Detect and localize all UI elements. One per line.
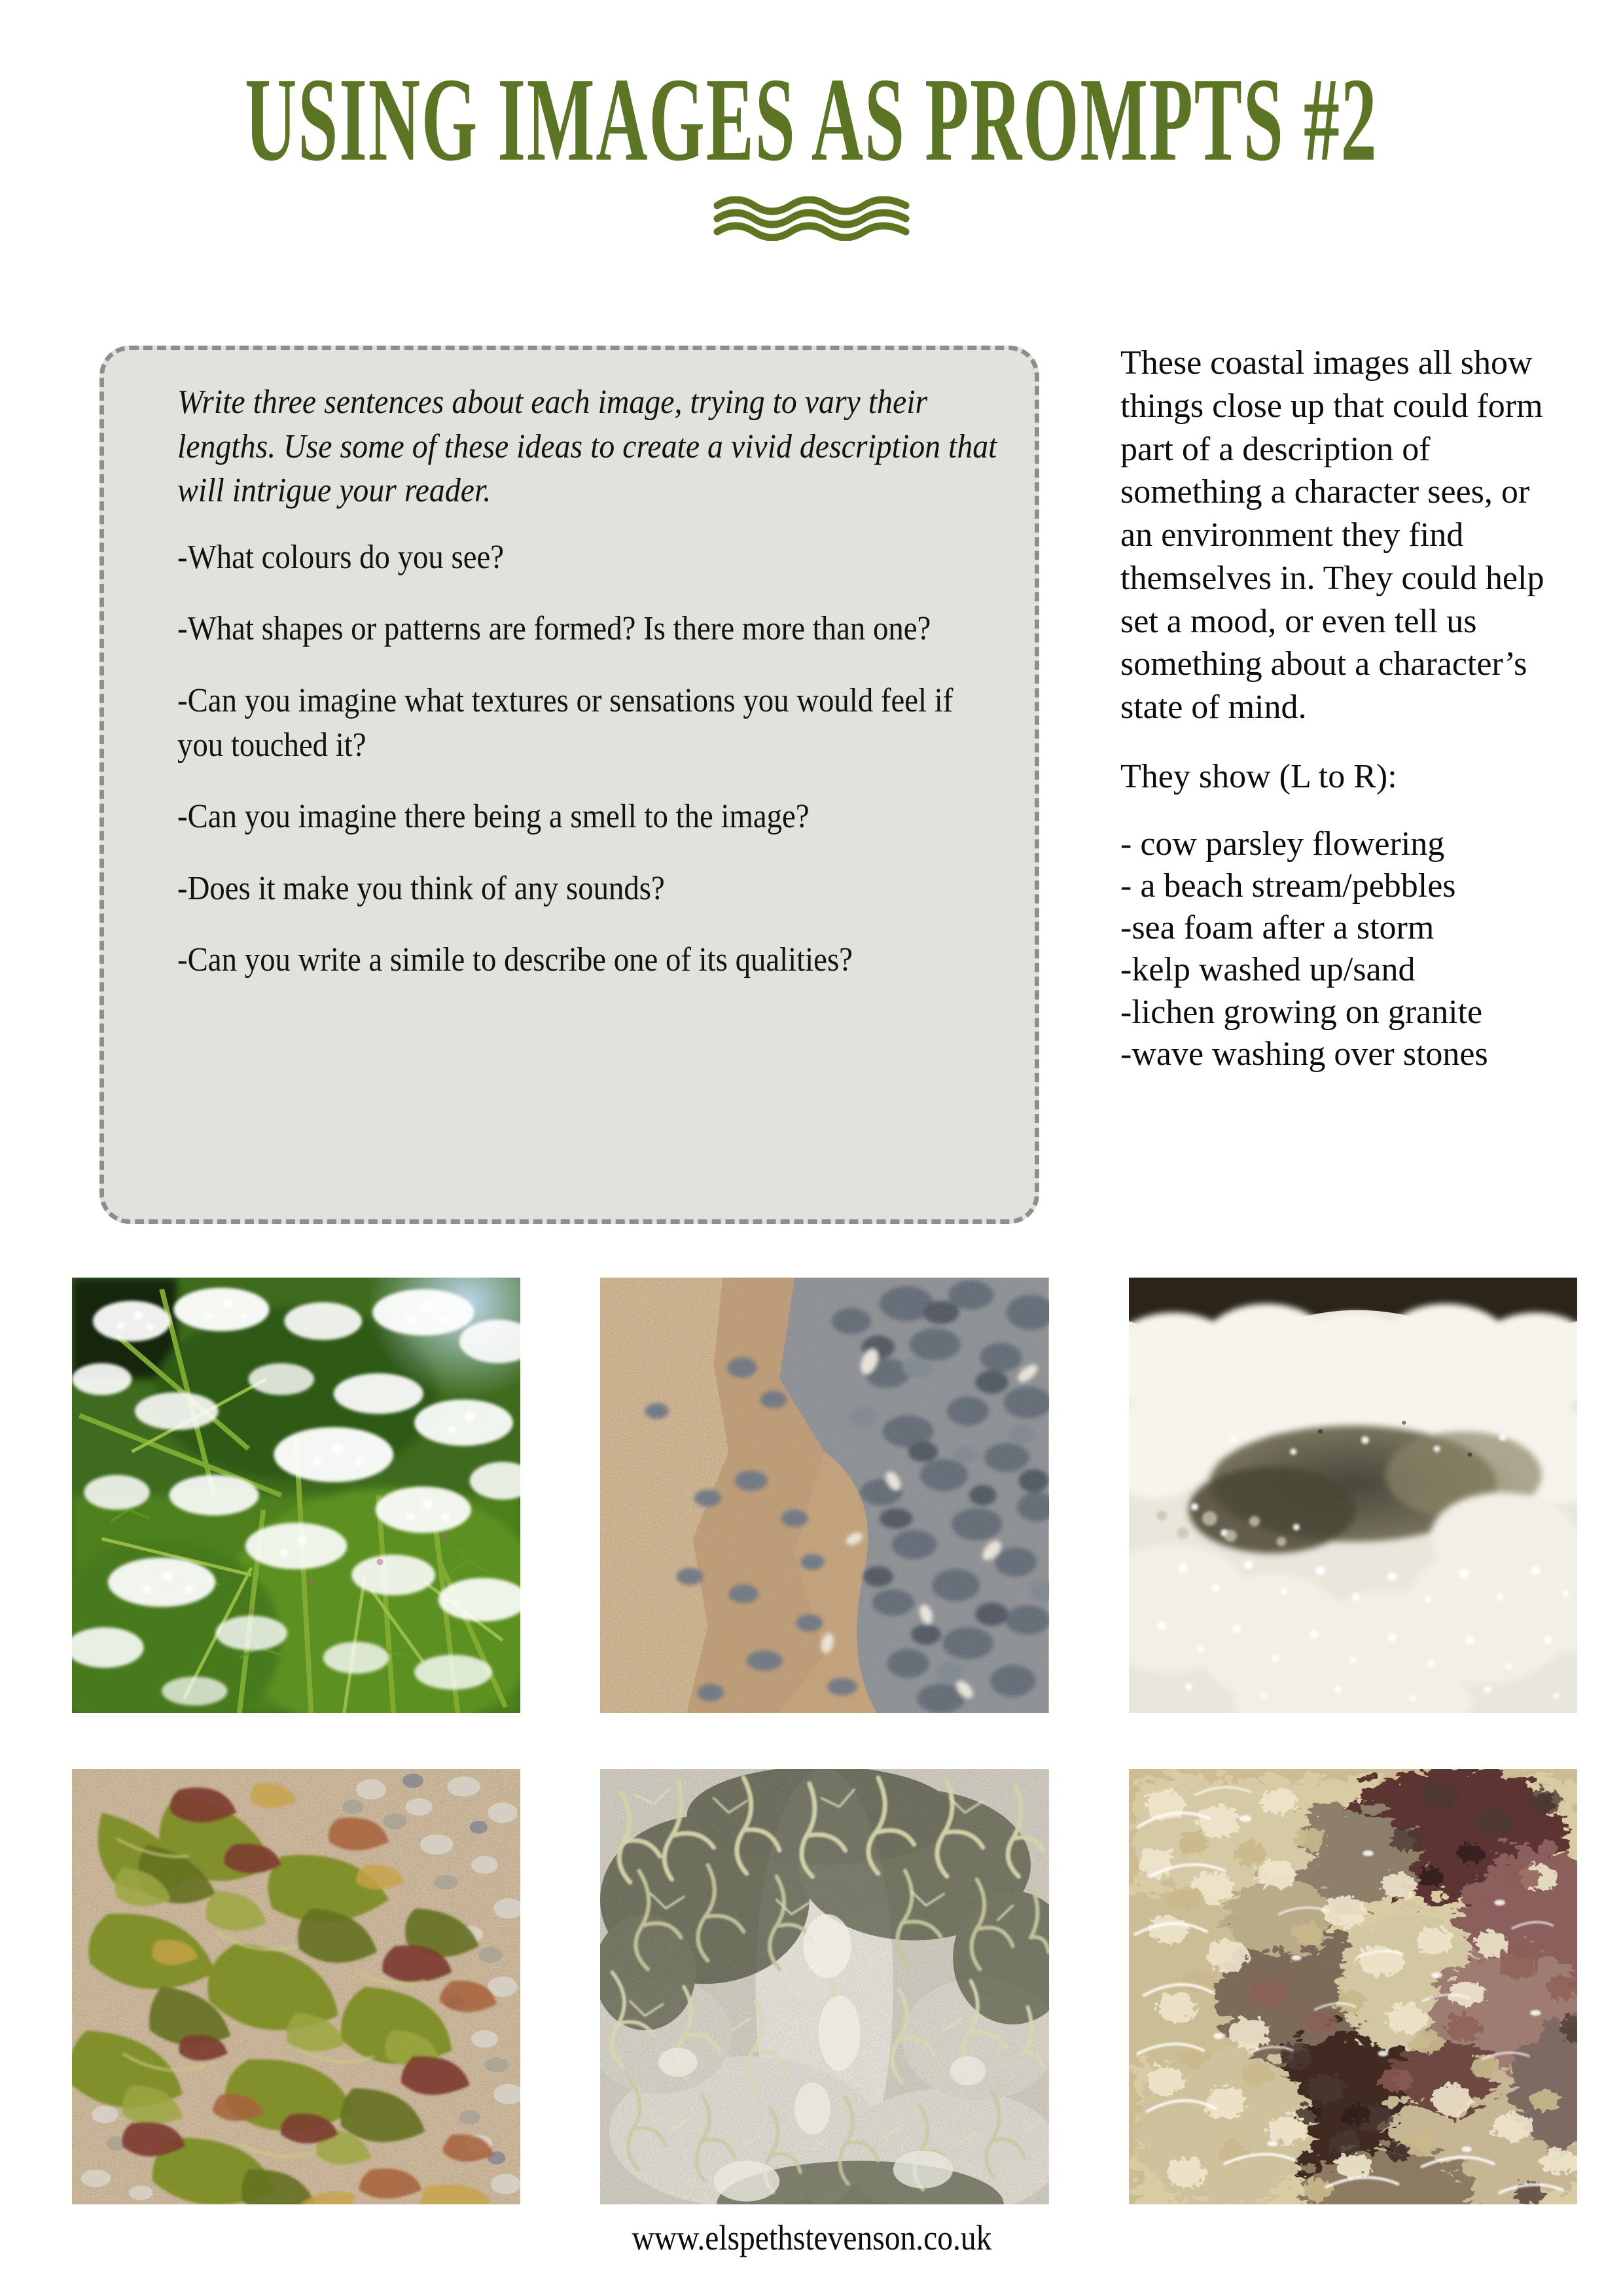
explanation-column [1120, 342, 1560, 1075]
prompt-question-3: -Can you imagine what textures or sensations you would feel if you touched it? [177, 681, 954, 764]
wave-over-stones-image [1129, 1769, 1577, 2204]
prompt-box-content [177, 380, 995, 1010]
beach-stream-pebbles-image [600, 1278, 1048, 1713]
photo-beach-stream-pebbles [600, 1278, 1048, 1713]
prompt-question-5: -Does it make you think of any sounds? [177, 869, 665, 907]
photo-sea-foam-after-storm [1129, 1278, 1577, 1713]
kelp-image [72, 1769, 520, 2204]
wavy-divider [0, 196, 1623, 244]
cow-parsley-image [72, 1278, 520, 1713]
caption-item-3: -sea foam after a storm [1120, 909, 1435, 947]
caption-item-2: - a beach stream/pebbles [1120, 867, 1456, 905]
prompt-intro: Write three sentences about each image, trying to vary their lengths. Use some of these ideas to create a vivid description that will intrigue your reader. [177, 384, 997, 510]
prompt-question-2: -What shapes or patterns are formed? Is there more than one? [177, 610, 931, 648]
prompt-box [99, 346, 1039, 1224]
footer [0, 2217, 1623, 2258]
lichen-image [600, 1769, 1048, 2204]
page-title-text: USING IMAGES AS PROMPTS #2 [245, 53, 1378, 187]
caption-item-6: -wave washing over stones [1120, 1035, 1488, 1073]
prompt-question-1: -What colours do you see? [177, 538, 505, 576]
caption-item-1: - cow parsley flowering [1120, 825, 1445, 863]
caption-item-4: -kelp washed up/sand [1120, 951, 1416, 989]
page-title [0, 53, 1623, 187]
sea-foam-image [1129, 1278, 1577, 1713]
caption-list [1120, 823, 1560, 1075]
explanation-paragraph: These coastal images all show things close up that could form part of a description of something a character sees, or an environment they find themselves in. They could help set a mood, or even tell us something about a character’s state of mind. [1120, 344, 1544, 726]
website-url: www.elspethstevenson.co.uk [632, 2218, 991, 2257]
wavy-lines-icon [713, 196, 910, 241]
caption-item-5: -lichen growing on granite [1120, 993, 1483, 1031]
photo-cow-parsley-flowering [72, 1278, 520, 1713]
photo-lichen-on-granite [600, 1769, 1048, 2204]
photo-grid [72, 1278, 1577, 2204]
photo-kelp-washed-up-sand [72, 1769, 520, 2204]
caption-list-lead-in: They show (L to R): [1120, 757, 1397, 795]
photo-wave-over-stones [1129, 1769, 1577, 2204]
prompt-question-4: -Can you imagine there being a smell to the image? [177, 798, 810, 836]
photo-grid-row-2 [72, 1769, 1577, 2204]
prompt-question-6: -Can you write a simile to describe one of its qualities? [177, 941, 853, 979]
photo-grid-row-1 [72, 1278, 1577, 1713]
